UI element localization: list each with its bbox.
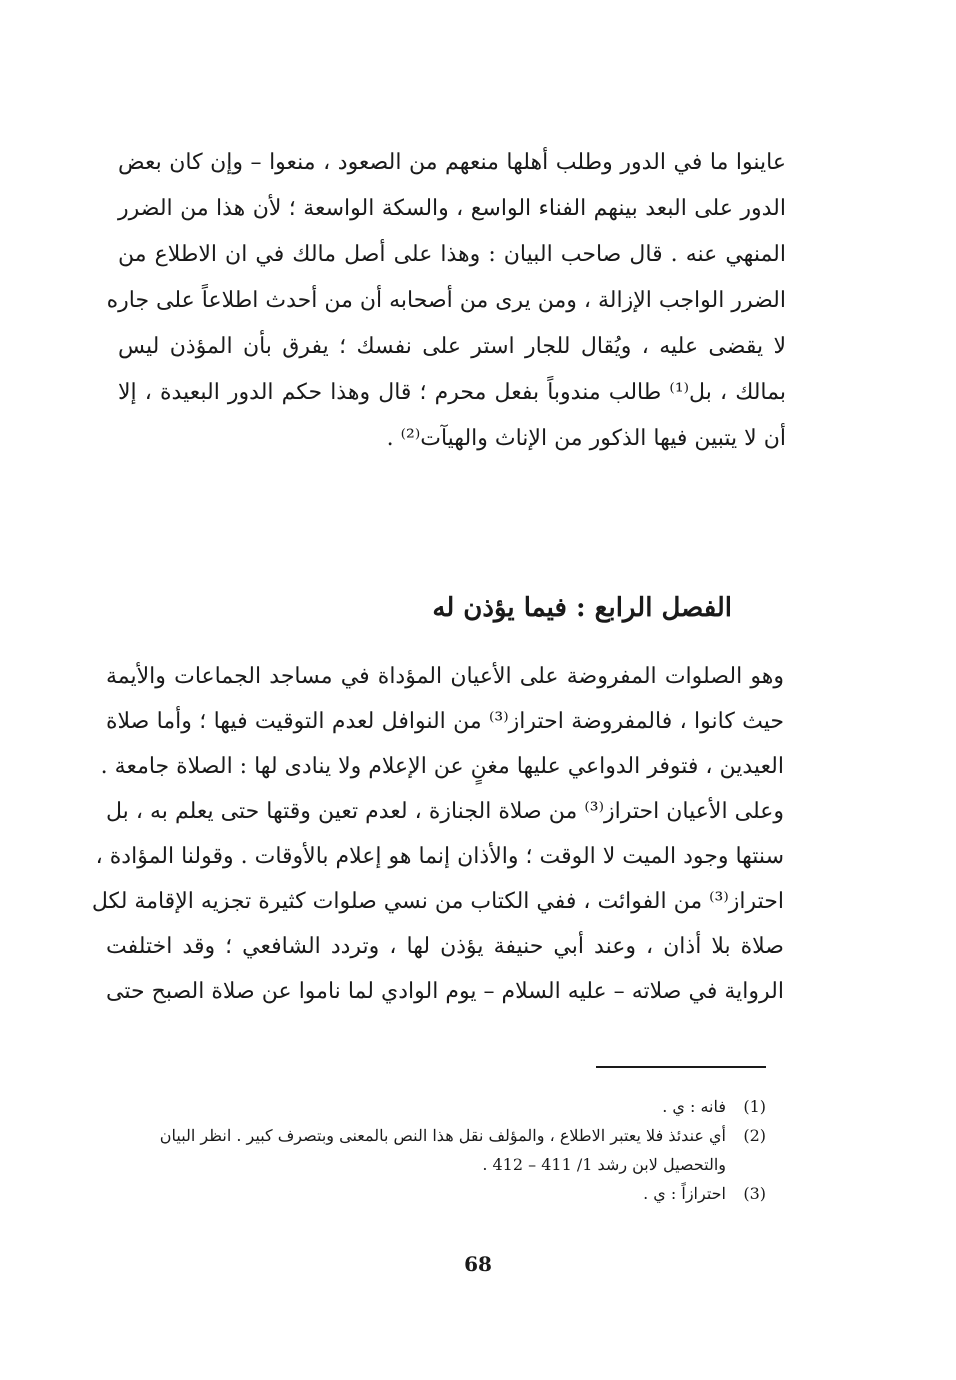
footnote-number: (1) [743,1097,766,1116]
page-number: 68 [464,1252,492,1276]
footnote [110,1179,766,1208]
footnote-text: فانه : ي . [662,1097,726,1116]
main-paragraph [91,654,784,1014]
footnotes [110,1092,766,1208]
footnote [110,1121,766,1179]
footnote-number: (2) [743,1126,766,1145]
text-line: العيدين ، فتوفر الدواعي عليها مغنٍ عن الإعلام ولا ينادى لها : الصلاة جامعة . [100,754,784,779]
top-paragraph [106,140,786,462]
text-line: وهو الصلوات المفروضة على الأعيان المؤداة في مساجد الجماعات والأيمة [106,664,784,689]
text-line: حيث كانوا ، فالمفروضة احتراز⁽³⁾ من النوافل لعدم التوقيت فيها ؛ وأما صلاة [106,709,784,734]
text-line: عاينوا ما في الدور وطلب أهلها منعهم من الصعود ، منعوا – وإن كان بعض [118,150,786,175]
footnote-text: احترازاً : ي . [643,1184,726,1203]
text-line: الضرر الواجب الإزالة ، ومن يرى من أصحابه أن من أحدث اطلاعاً على جاره [106,288,786,313]
footnote [110,1092,766,1121]
chapter-heading: الفصل الرابع : فيما يؤذن له [432,593,732,623]
text-line: المنهي عنه . قال صاحب البيان : وهذا على أصل مالك في ان الاطلاع من [118,242,786,267]
text-line: احتراز⁽³⁾ من الفوائت ، ففي الكتاب من نسي صلوات كثيرة تجزيه الإقامة لكل [91,889,784,914]
footnote-text: أي عندئذ فلا يعتبر الاطلاع ، والمؤلف نقل هذا النص بالمعنى وبتصرف كبير . انظر البيان والتحصيل لابن رشد 1/ 411 – 412 . [159,1126,726,1174]
text-line: لا يقضى عليه ، ويُقال للجار استر على نفسك ؛ يفرق بأن المؤذن ليس [118,334,786,359]
text-line: وعلى الأعيان احتراز⁽³⁾ من صلاة الجنازة ، لعدم تعين وقتها حتى يعلم به ، بل [106,799,784,824]
text-line: بمالك ، بل⁽¹⁾ طالب مندوباً بفعل محرم ؛ قال وهذا حكم الدور البعيدة ، إلا [118,380,786,405]
text-line: سنتها وجود الميت لا الوقت ؛ والأذان إنما هو إعلام بالأوقات . وقولنا المؤادة ، [95,844,784,869]
text-line: الرواية في صلاته – عليه السلام – يوم الوادي لما ناموا عن صلاة الصبح حتى [106,979,784,1004]
text-line: الدور على البعد بينهم الفناء الواسع ، والسكة الواسعة ؛ لأن هذا من الضرر [118,196,786,221]
text-line: صلاة بلا أذان ، وعند أبي حنيفة يؤذن لها ، وتردد الشافعي ؛ وقد اختلفت [106,934,784,959]
text-line: أن لا يتبين فيها الذكور من الإناث والهيآت⁽²⁾ . [386,426,786,451]
footnote-number: (3) [743,1184,766,1203]
footnote-divider [596,1066,766,1068]
